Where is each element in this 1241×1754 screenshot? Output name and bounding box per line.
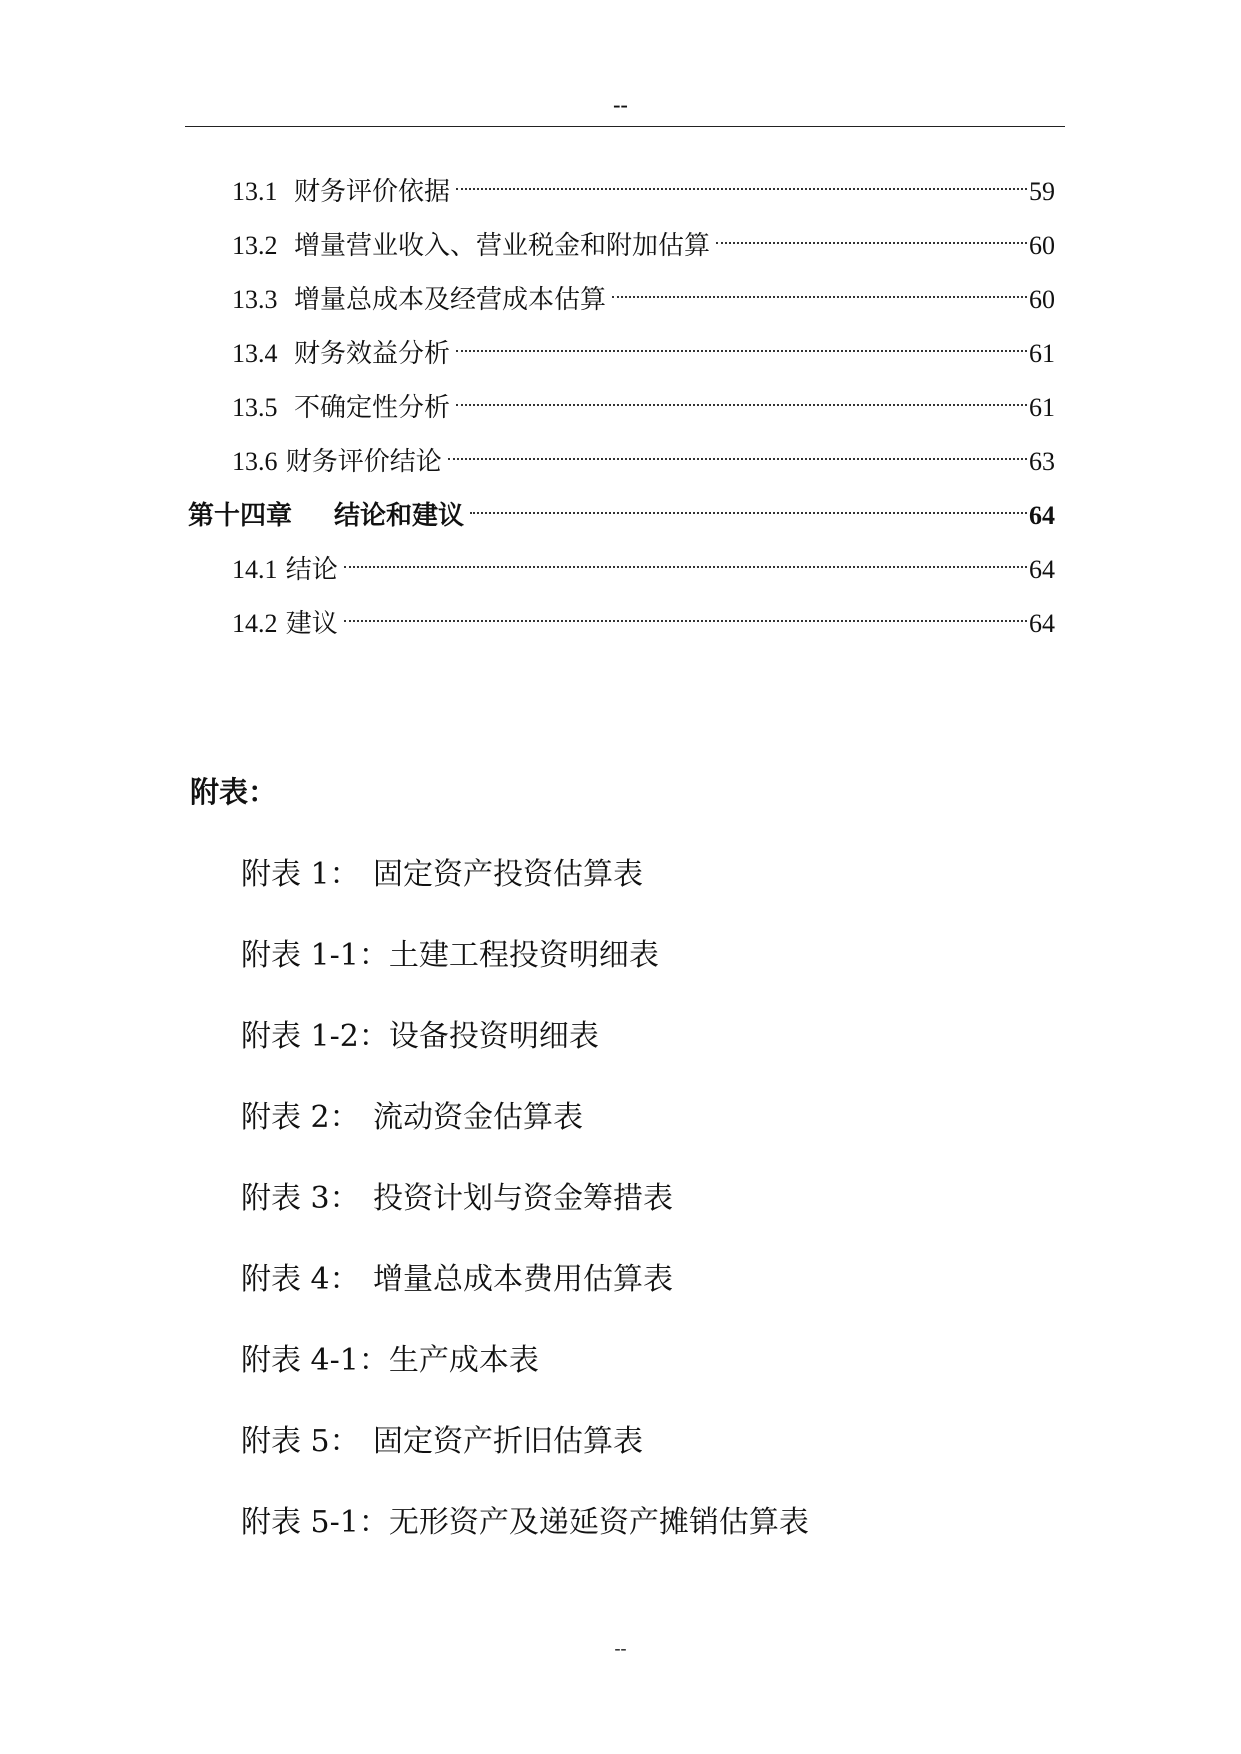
toc-leader-dots bbox=[344, 592, 1027, 632]
toc-entry-title: 增量总成本及经营成本估算 bbox=[294, 285, 607, 315]
toc-chapter-page: 64 bbox=[1029, 501, 1055, 530]
toc-entry-number: 14.2 bbox=[232, 609, 278, 638]
toc-entry-number: 13.2 bbox=[232, 231, 278, 260]
appendix-heading: 附表： bbox=[190, 775, 278, 809]
appendix-item-title: 固定资产折旧估算表 bbox=[373, 1424, 643, 1459]
toc-entry-page: 60 bbox=[1029, 285, 1055, 314]
toc-entry-page: 64 bbox=[1029, 609, 1055, 638]
appendix-item-title: 设备投资明细表 bbox=[388, 1019, 599, 1054]
toc-entry-14-1[interactable] bbox=[232, 538, 1055, 585]
appendix-item-label: 附表 3： bbox=[241, 1181, 360, 1216]
appendix-item-5-1[interactable] bbox=[241, 1503, 809, 1543]
toc-entry-14-2[interactable] bbox=[232, 592, 1055, 639]
toc-entry-page: 61 bbox=[1029, 339, 1055, 368]
toc-entry-title: 财务评价依据 bbox=[294, 177, 451, 207]
toc-entry-number: 13.6 bbox=[232, 447, 278, 476]
appendix-item-title: 增量总成本费用估算表 bbox=[373, 1262, 673, 1297]
toc-entry-number: 13.4 bbox=[232, 339, 278, 368]
toc-leader-dots bbox=[470, 484, 1027, 524]
toc-entry-number: 13.1 bbox=[232, 177, 278, 206]
appendix-item-title: 无形资产及递延资产摊销估算表 bbox=[388, 1505, 809, 1540]
appendix-item-title: 投资计划与资金筹措表 bbox=[373, 1181, 673, 1216]
toc-entry-page: 63 bbox=[1029, 447, 1055, 476]
appendix-item-label: 附表 1-2： bbox=[241, 1019, 389, 1054]
appendix-item-4[interactable] bbox=[241, 1260, 673, 1300]
toc-leader-dots bbox=[716, 214, 1027, 254]
appendix-item-label: 附表 5-1： bbox=[241, 1505, 389, 1540]
appendix-item-label: 附表 2： bbox=[241, 1100, 360, 1135]
toc-leader-dots bbox=[456, 322, 1027, 362]
header-divider bbox=[185, 126, 1065, 127]
toc-entry-title: 增量营业收入、营业税金和附加估算 bbox=[294, 231, 711, 261]
appendix-item-5[interactable] bbox=[241, 1422, 643, 1462]
appendix-item-label: 附表 4-1： bbox=[241, 1343, 389, 1378]
toc-entry-page: 59 bbox=[1029, 177, 1055, 206]
appendix-item-3[interactable] bbox=[241, 1179, 673, 1219]
toc-entry-title: 不确定性分析 bbox=[294, 393, 451, 423]
page-footer-mark: -- bbox=[614, 1638, 627, 1658]
toc-entry-13-5[interactable] bbox=[232, 376, 1055, 423]
toc-entry-13-6[interactable] bbox=[232, 430, 1055, 477]
appendix-item-1-2[interactable] bbox=[241, 1017, 599, 1057]
toc-entry-number: 13.3 bbox=[232, 285, 278, 314]
appendix-item-label: 附表 1： bbox=[241, 857, 360, 892]
toc-entry-title: 财务评价结论 bbox=[285, 447, 442, 477]
toc-leader-dots bbox=[448, 430, 1027, 470]
toc-entry-page: 60 bbox=[1029, 231, 1055, 260]
toc-entry-page: 64 bbox=[1029, 555, 1055, 584]
appendix-item-title: 生产成本表 bbox=[388, 1343, 539, 1378]
toc-entry-13-2[interactable] bbox=[232, 214, 1055, 261]
appendix-item-1[interactable] bbox=[241, 855, 643, 895]
appendix-item-title: 流动资金估算表 bbox=[373, 1100, 583, 1135]
page-header-mark: -- bbox=[613, 92, 628, 117]
appendix-item-title: 土建工程投资明细表 bbox=[388, 938, 659, 973]
appendix-item-2[interactable] bbox=[241, 1098, 583, 1138]
toc-entry-13-1[interactable] bbox=[232, 160, 1055, 207]
appendix-item-4-1[interactable] bbox=[241, 1341, 539, 1381]
toc-chapter-title: 结论和建议 bbox=[334, 501, 465, 531]
toc-leader-dots bbox=[344, 538, 1027, 578]
toc-entry-number: 14.1 bbox=[232, 555, 278, 584]
toc-chapter-label: 第十四章 bbox=[188, 501, 293, 531]
toc-entry-title: 建议 bbox=[285, 609, 338, 639]
toc-entry-13-3[interactable] bbox=[232, 268, 1055, 315]
appendix-item-label: 附表 1-1： bbox=[241, 938, 389, 973]
toc-entry-13-4[interactable] bbox=[232, 322, 1055, 369]
toc-chapter-14[interactable] bbox=[188, 484, 1055, 531]
toc-leader-dots bbox=[612, 268, 1027, 308]
toc-entry-title: 结论 bbox=[285, 555, 338, 585]
appendix-item-title: 固定资产投资估算表 bbox=[373, 857, 643, 892]
toc-entry-title: 财务效益分析 bbox=[294, 339, 451, 369]
appendix-item-1-1[interactable] bbox=[241, 936, 659, 976]
appendix-item-label: 附表 4： bbox=[241, 1262, 360, 1297]
appendix-item-label: 附表 5： bbox=[241, 1424, 360, 1459]
toc-leader-dots bbox=[456, 160, 1027, 200]
toc-leader-dots bbox=[456, 376, 1027, 416]
toc-entry-number: 13.5 bbox=[232, 393, 278, 422]
toc-entry-page: 61 bbox=[1029, 393, 1055, 422]
